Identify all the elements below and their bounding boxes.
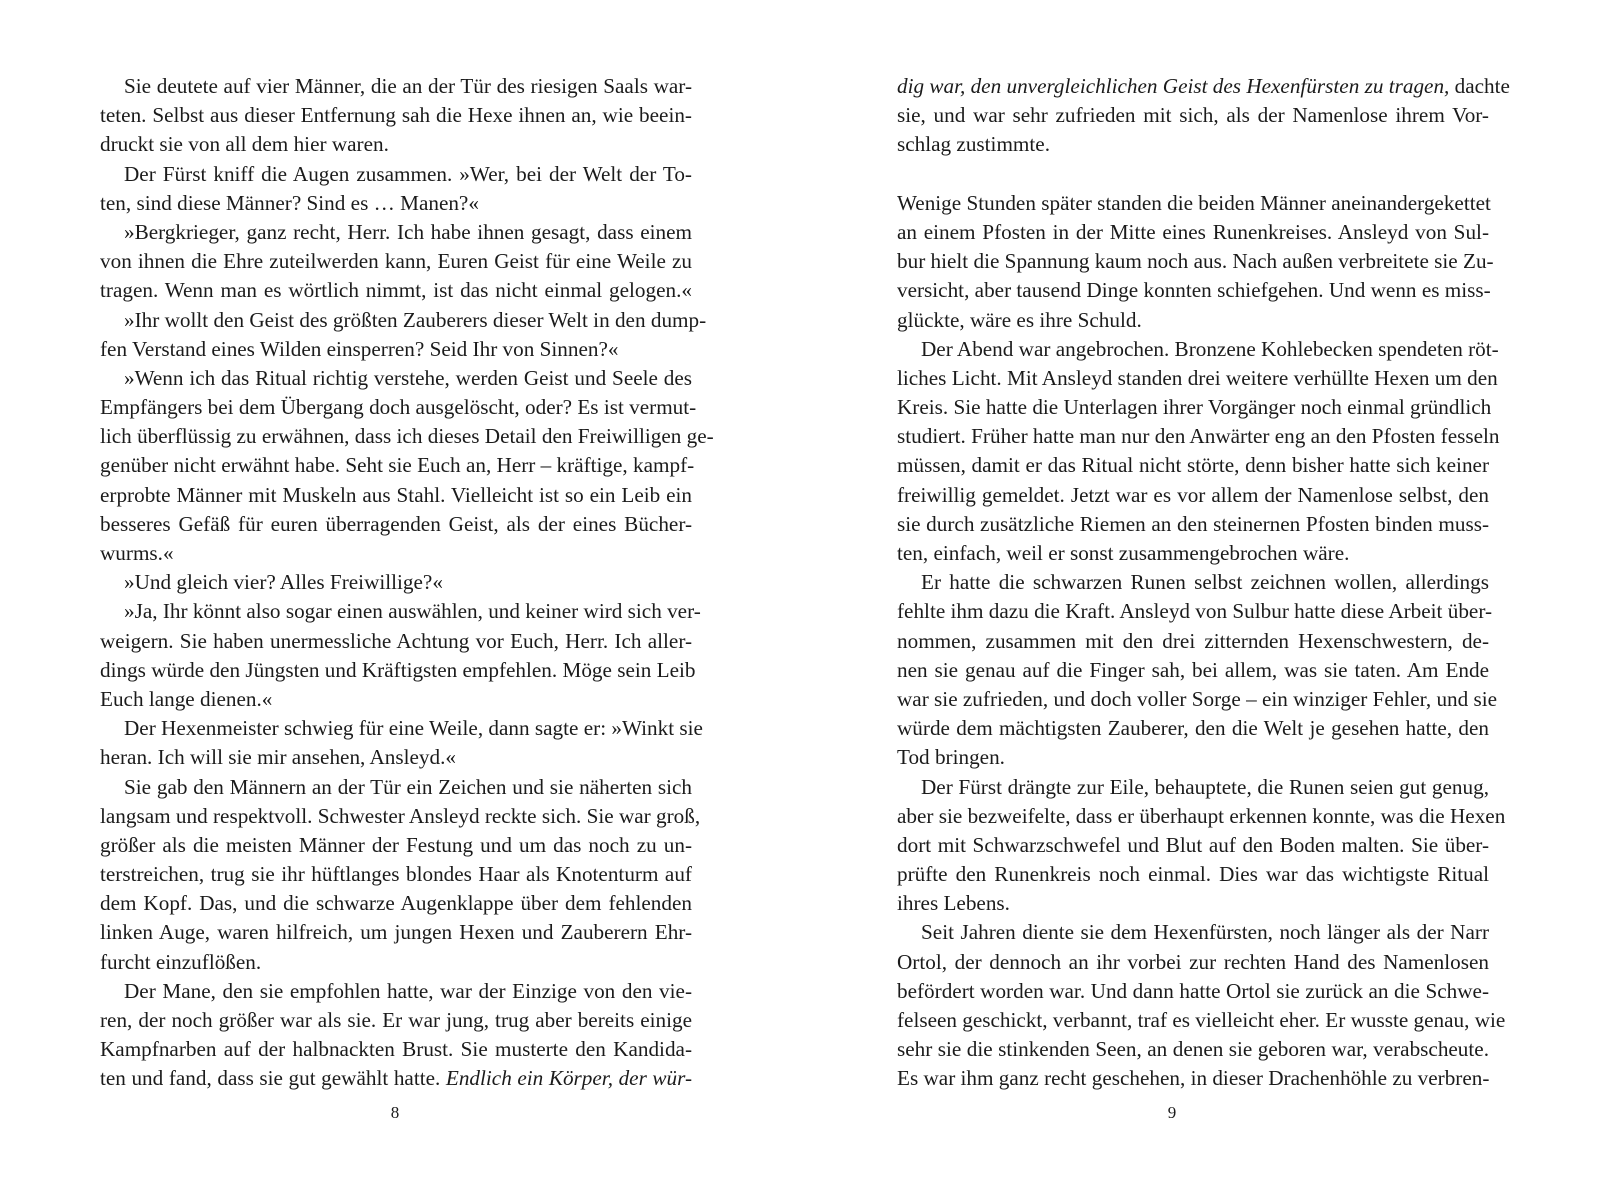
line-text: »Ja, Ihr könnt also sogar einen auswählen, und keiner wird sich ver- [124, 599, 701, 624]
text-line [100, 130, 692, 159]
text-line [897, 276, 1489, 305]
line-text: ten und fand, dass sie gut gewählt hatte. [100, 1066, 446, 1091]
text-line [100, 918, 692, 947]
line-text: von ihnen die Ehre zuteilwerden kann, Euren Geist für eine Weile zu [100, 249, 692, 274]
line-text: Der Hexenmeister schwieg für eine Weile, dann sagte er: »Winkt sie [124, 716, 703, 741]
section-break [897, 160, 1489, 189]
line-text: »Bergkrieger, ganz recht, Herr. Ich habe ihnen gesagt, dass einem [124, 219, 692, 244]
text-line [897, 743, 1489, 772]
line-text: »Wenn ich das Ritual richtig verstehe, werden Geist und Seele des [124, 365, 692, 390]
line-text: ihres Lebens. [897, 891, 1010, 916]
text-line [897, 393, 1492, 422]
line-text: Kampfnarben auf der halbnackten Brust. Sie musterte den Kandida- [100, 1037, 692, 1062]
left-page [100, 72, 714, 1094]
line-text: dachte [1449, 74, 1510, 98]
text-line [897, 889, 1489, 918]
text-line [897, 130, 1489, 159]
text-line [897, 539, 1489, 568]
text-line [100, 889, 692, 918]
text-line [897, 1006, 1506, 1035]
line-text: ten, sind diese Männer? Sind es … Manen?« [100, 190, 479, 215]
line-text: Euch lange dienen.« [100, 686, 273, 711]
text-line [100, 568, 692, 597]
text-line [897, 306, 1489, 335]
page-number-left: 8 [390, 1103, 400, 1122]
text-line [100, 393, 697, 422]
text-line [100, 247, 692, 276]
line-text: dort mit Schwarzschwefel und Blut auf den Boden malten. Sie über- [897, 832, 1489, 857]
text-line [100, 306, 707, 335]
line-text: sie, und war sehr zufrieden mit sich, als der Namenlose ihrem Vor- [897, 103, 1489, 128]
line-text: langsam und respektvoll. Schwester Ansleyd reckte sich. Sie war groß, [100, 803, 701, 828]
text-line [100, 101, 692, 130]
line-text: ten, einfach, weil er sonst zusammengebrochen wäre. [897, 541, 1350, 565]
line-text: befördert worden war. Und dann hatte Ortol sie zurück an die Schwe- [897, 978, 1489, 1003]
line-text: würde dem mächtigsten Zauberer, den die Welt je gesehen hatte, den [897, 716, 1489, 741]
line-text: teten. Selbst aus dieser Entfernung sah die Hexe ihnen an, wie beein- [100, 103, 692, 128]
text-line [100, 977, 692, 1006]
text-line [100, 685, 692, 714]
text-line [897, 101, 1489, 130]
line-text: Kreis. Sie hatte die Unterlagen ihrer Vorgänger noch einmal gründlich [897, 395, 1492, 420]
text-line [100, 422, 714, 451]
text-line [100, 539, 692, 568]
text-line [897, 918, 1489, 947]
line-text: an einem Pfosten in der Mitte eines Runenkreises. Ansleyd von Sul- [897, 219, 1489, 244]
text-line [100, 1035, 692, 1064]
line-text: Der Fürst drängte zur Eile, behauptete, die Runen seien gut genug, [921, 774, 1489, 799]
line-text: glückte, wäre es ihre Schuld. [897, 307, 1142, 332]
text-line [100, 948, 692, 977]
text-line [100, 276, 692, 305]
line-text: tragen. Wenn man es wörtlich nimmt, ist das nicht einmal gelogen.« [100, 278, 692, 303]
line-text: Der Fürst kniff die Augen zusammen. »Wer, bei der Welt der To- [124, 161, 692, 186]
line-text: druckt sie von all dem hier waren. [100, 132, 389, 157]
text-line [100, 773, 692, 802]
line-text: liches Licht. Mit Ansleyd standen drei weitere verhüllte Hexen um den [897, 365, 1498, 390]
text-line [897, 422, 1500, 451]
text-line [897, 247, 1494, 276]
line-text: wurms.« [100, 541, 174, 565]
line-text: sie durch zusätzliche Riemen an den steinernen Pfosten binden muss- [897, 511, 1489, 536]
text-line [100, 451, 695, 480]
page-number-right: 9 [1167, 1103, 1177, 1122]
line-text: prüfte den Runenkreis noch einmal. Dies war das wichtigste Ritual [897, 862, 1489, 887]
line-text: fen Verstand eines Wilden einsperren? Seid Ihr von Sinnen?« [100, 336, 619, 361]
line-text: studiert. Früher hatte man nur den Anwärter eng an den Pfosten fesseln [897, 424, 1500, 449]
line-text: Sie gab den Männern an der Tür ein Zeichen und sie näherten sich [124, 774, 692, 799]
line-text: ren, der noch größer war als sie. Er war jung, trug aber bereits einige [100, 1008, 692, 1032]
line-text: Ortol, der dennoch an ihr vorbei zur rechten Hand des Namenlosen [897, 949, 1489, 974]
line-text: Er hatte die schwarzen Runen selbst zeichnen wollen, allerdings [921, 570, 1489, 595]
text-line [897, 627, 1489, 656]
right-page [897, 72, 1510, 1094]
line-text: Seit Jahren diente sie dem Hexenfürsten, noch länger als der Narr [921, 920, 1489, 945]
line-text: lich überflüssig zu erwähnen, dass ich dieses Detail den Freiwilligen ge- [100, 424, 714, 449]
line-text: terstreichen, trug sie ihr hüftlanges blondes Haar als Knotenturm auf [100, 862, 692, 887]
line-text: Empfängers bei dem Übergang doch ausgelöscht, oder? Es ist vermut- [100, 395, 697, 420]
text-line [897, 656, 1489, 685]
text-line [897, 364, 1498, 393]
text-line [897, 802, 1506, 831]
text-line [897, 1064, 1489, 1093]
line-text: linken Auge, waren hilfreich, um jungen Hexen und Zauberern Ehr- [100, 920, 692, 945]
text-line [100, 627, 692, 656]
line-text: dem Kopf. Das, und die schwarze Augenklappe über dem fehlenden [100, 891, 692, 916]
line-text: dings würde den Jüngsten und Kräftigsten empfehlen. Möge sein Leib [100, 657, 696, 682]
text-line [897, 568, 1489, 597]
line-text: Tod bringen. [897, 745, 1005, 770]
line-text: Der Mane, den sie empfohlen hatte, war der Einzige von den vie- [124, 978, 692, 1003]
line-text: Sie deutete auf vier Männer, die an der Tür des riesigen Saals war- [124, 74, 692, 98]
text-line [100, 481, 692, 510]
text-line [897, 335, 1499, 364]
line-text: müssen, damit er das Ritual nicht störte, denn bisher hatte sich keiner [897, 453, 1489, 478]
line-text: nommen, zusammen mit den drei zitternden Hexenschwestern, de- [897, 628, 1489, 653]
text-line [100, 597, 701, 626]
text-line [897, 597, 1493, 626]
line-text: schlag zustimmte. [897, 132, 1050, 157]
line-text: bur hielt die Spannung kaum noch aus. Nach außen verbreitete sie Zu- [897, 249, 1494, 274]
line-text: versicht, aber tausend Dinge konnten schiefgehen. Und wenn es miss- [897, 278, 1491, 303]
text-line [100, 860, 692, 889]
text-line [897, 714, 1489, 743]
text-line [100, 1006, 692, 1035]
text-line [100, 1064, 692, 1093]
text-line [100, 72, 692, 101]
text-line [897, 860, 1489, 889]
text-line [897, 773, 1489, 802]
line-text: Wenige Stunden später standen die beiden Männer aneinandergekettet [897, 190, 1491, 215]
line-text: genüber nicht erwähnt habe. Seht sie Euch an, Herr – kräftige, kampf- [100, 453, 695, 478]
text-line [897, 189, 1489, 218]
italic-text: dig war, den unvergleichlichen Geist des Hexenfürsten zu tragen, [897, 74, 1450, 98]
text-line [897, 1035, 1489, 1064]
text-line [100, 335, 692, 364]
line-text: Der Abend war angebrochen. Bronzene Kohlebecken spendeten röt- [921, 336, 1499, 361]
text-line [100, 510, 692, 539]
text-line [897, 510, 1489, 539]
text-line [100, 714, 703, 743]
text-line [100, 831, 692, 860]
line-text: fehlte ihm dazu die Kraft. Ansleyd von Sulbur hatte diese Arbeit über- [897, 599, 1493, 624]
text-line [100, 218, 692, 247]
line-text: aber sie bezweifelte, dass er überhaupt erkennen konnte, was die Hexen [897, 803, 1506, 828]
text-line [100, 802, 701, 831]
line-text: erprobte Männer mit Muskeln aus Stahl. Vielleicht ist so ein Leib ein [100, 482, 692, 507]
text-line [897, 451, 1489, 480]
line-text: heran. Ich will sie mir ansehen, Ansleyd.« [100, 745, 456, 770]
text-line [897, 218, 1489, 247]
line-text: freiwillig gemeldet. Jetzt war es vor allem der Namenlose selbst, den [897, 482, 1489, 507]
line-text: nen sie genau auf die Finger sah, bei allem, was sie taten. Am Ende [897, 657, 1489, 682]
text-line [100, 364, 692, 393]
text-line [100, 743, 692, 772]
line-text: weigern. Sie haben unermessliche Achtung vor Euch, Herr. Ich aller- [100, 628, 692, 653]
text-line [897, 481, 1489, 510]
text-line [897, 831, 1489, 860]
text-line [897, 685, 1498, 714]
line-text: besseres Gefäß für euren überragenden Geist, als der eines Bücher- [100, 511, 692, 536]
line-text: »Und gleich vier? Alles Freiwillige?« [124, 570, 443, 595]
text-line [897, 977, 1489, 1006]
text-line [897, 948, 1489, 977]
line-text: größer als die meisten Männer der Festung und um das noch zu un- [100, 832, 692, 857]
line-text: Es war ihm ganz recht geschehen, in dieser Drachenhöhle zu verbren- [897, 1066, 1490, 1091]
line-text: war sie zufrieden, und doch voller Sorge – ein winziger Fehler, und sie [897, 686, 1498, 711]
line-text: »Ihr wollt den Geist des größten Zauberers dieser Welt in den dump- [124, 307, 707, 332]
text-line [100, 160, 692, 189]
text-line [100, 656, 696, 685]
text-line [897, 72, 1510, 101]
line-text: furcht einzuflößen. [100, 949, 262, 974]
italic-text: Endlich ein Körper, der wür- [445, 1066, 692, 1091]
line-text: sehr sie die stinkenden Seen, an denen sie geboren war, verabscheute. [897, 1037, 1489, 1062]
text-line [100, 189, 692, 218]
line-text: felseen geschickt, verbannt, traf es vielleicht eher. Er wusste genau, wie [897, 1008, 1506, 1032]
